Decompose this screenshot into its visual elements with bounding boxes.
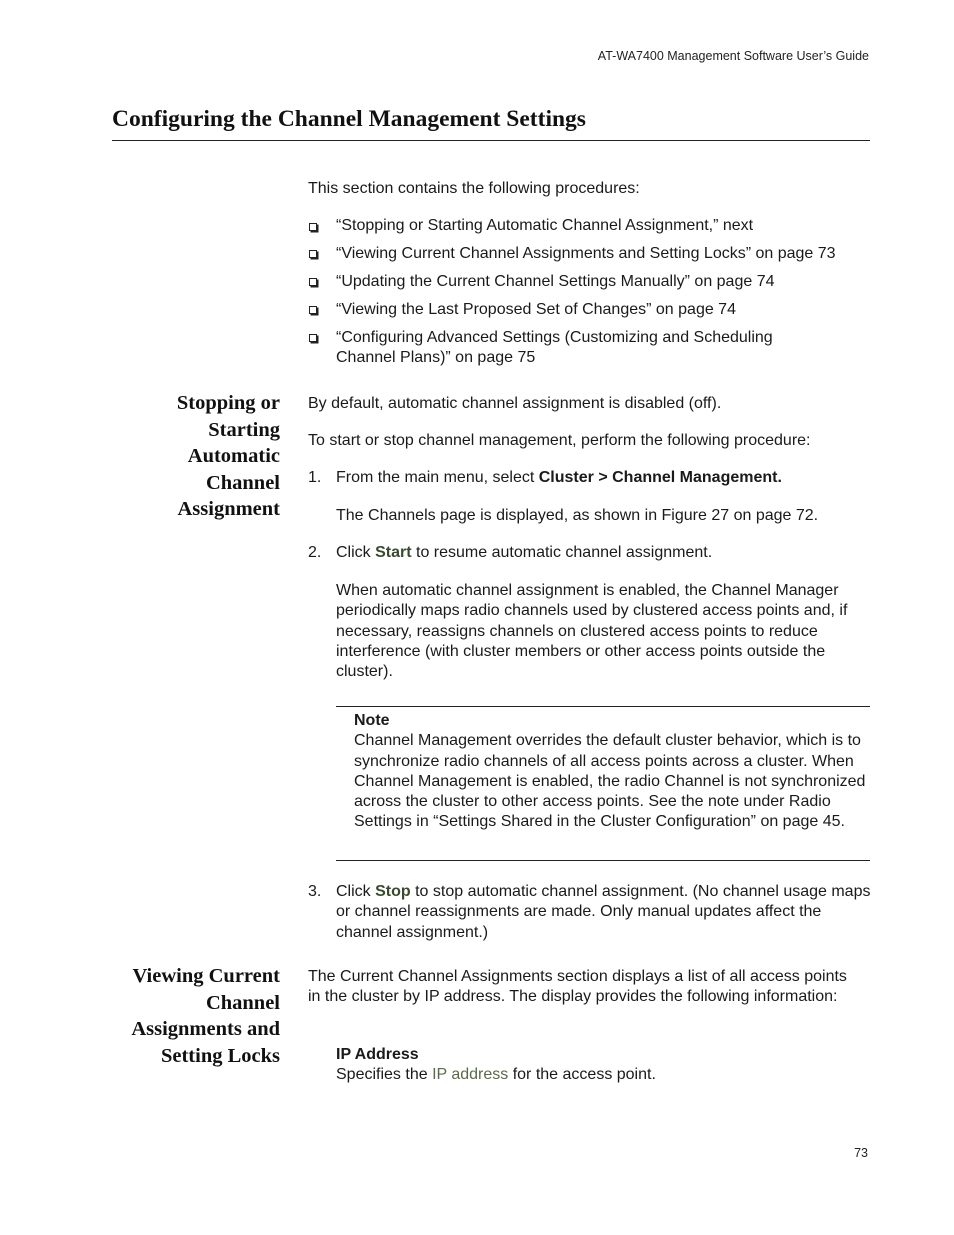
- step-2-detail: When automatic channel assignment is enabled, the Channel Manager periodically maps radio channels used by clustered access points and, if necessary, reassigns channels on clustered access points to reduce interference (with cluster members or other access points outside the cluster).: [336, 582, 848, 681]
- note-title: Note: [354, 712, 390, 729]
- menu-path: Cluster > Channel Management.: [538, 469, 782, 486]
- checkbox-bullet-icon: [309, 334, 317, 342]
- field-name: IP Address: [336, 1046, 419, 1063]
- page-number: 73: [854, 1146, 868, 1160]
- section-title: Configuring the Channel Management Settings: [112, 106, 586, 132]
- stopping-section-heading: Stopping or Starting Automatic Channel Assignment: [176, 392, 280, 521]
- procedure-link[interactable]: “Stopping or Starting Automatic Channel Assignment,” next: [336, 217, 754, 234]
- running-header: AT-WA7400 Management Software User’s Guide: [597, 49, 869, 63]
- checkbox-bullet-icon: [309, 250, 317, 258]
- procedure-link[interactable]: “Updating the Current Channel Settings Manually” on page 74: [336, 272, 775, 290]
- step-number: 3.: [308, 883, 322, 900]
- step-number: 1.: [308, 469, 322, 486]
- viewing-section-heading: Viewing Current Channel Assignments and Setting Locks: [131, 965, 280, 1067]
- intro-text: This section contains the following procedures:: [308, 180, 640, 197]
- default-state-text: By default, automatic channel assignment is disabled (off).: [308, 395, 722, 412]
- step-number: 2.: [308, 544, 322, 561]
- checkbox-bullet-icon: [309, 306, 317, 314]
- procedure-item[interactable]: [308, 328, 836, 369]
- ip-address-field: [336, 1045, 871, 1086]
- note-box: [336, 706, 870, 861]
- note-text: Channel Management overrides the default cluster behavior, which is to synchronize radio channels of all access points across a cluster. When Channel Management is enabled, the radio Channel is not synchronized across the cluster to other access points. See the note under Radio Settings in “Settings Shared in the Cluster Configuration” on page 45.: [354, 732, 866, 831]
- checkbox-bullet-icon: [309, 223, 317, 231]
- ip-address-link[interactable]: IP address: [432, 1066, 509, 1084]
- field-description: Specifies the IP address for the access point.: [336, 1066, 656, 1084]
- procedure-link[interactable]: “Viewing the Last Proposed Set of Changes” on page 74: [336, 300, 736, 318]
- procedure-item[interactable]: [308, 300, 878, 320]
- checkbox-bullet-icon: [309, 278, 317, 286]
- procedure-item[interactable]: [308, 272, 878, 292]
- viewing-section-text: The Current Channel Assignments section displays a list of all access points in the cluster by IP address. The display provides the following information:: [308, 968, 847, 1006]
- stop-command: Stop: [375, 883, 411, 900]
- procedure-link[interactable]: “Configuring Advanced Settings (Customizing and Scheduling Channel Plans)” on page 75: [336, 328, 773, 367]
- procedure-item[interactable]: [308, 216, 878, 236]
- procedure-intro-text: To start or stop channel management, perform the following procedure:: [308, 432, 811, 449]
- procedure-list: [308, 216, 878, 376]
- procedure-link[interactable]: “Viewing Current Channel Assignments and Setting Locks” on page 73: [336, 244, 836, 262]
- procedure-item[interactable]: [308, 244, 878, 264]
- step-1-result: The Channels page is displayed, as shown in Figure 27 on page 72.: [336, 507, 819, 524]
- title-rule: [112, 140, 870, 141]
- start-command: Start: [375, 544, 412, 561]
